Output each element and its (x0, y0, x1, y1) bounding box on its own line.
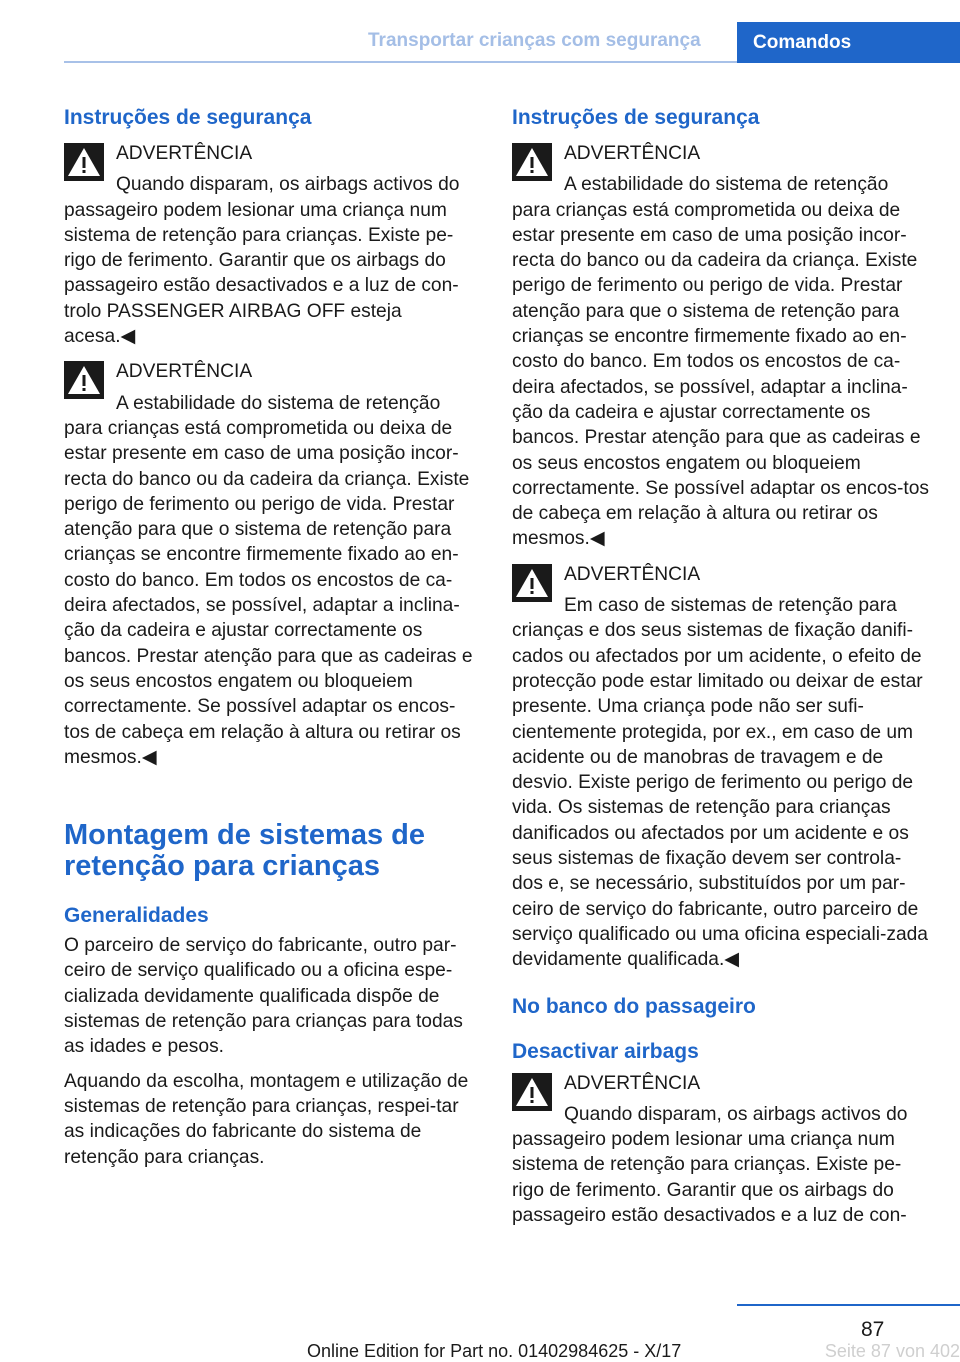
right-warning-2 (512, 562, 930, 973)
main-heading: Montagem de sistemas de retenção para crianças (64, 819, 425, 883)
warning-icon (64, 361, 104, 399)
footer-watermark: Seite 87 von 402 (824, 1341, 960, 1361)
right-safety-heading: Instruções de segurança (512, 106, 760, 129)
deactivate-airbags-heading: Desactivar airbags (512, 1039, 699, 1063)
general-paragraph-2: Aquando da escolha, montagem e utilização de sistemas de retenção para crianças, respei-tar as indicações do fabricante do sistema de retenção para crianças. (64, 1070, 469, 1168)
warning-body: crianças e dos seus sistemas de fixação danifi-cados ou afectados por um acidente, o efeito de protecção pode estar limitado ou deixar de estar presente. Uma criança pode não ser sufi-cientemente protegida, por ex., em caso de um acidente ou de manobras de travagem e de desvio. Existe perigo de ferimento ou perigo de vida. Os sistemas de retenção para crianças danificados ou afectados por um acidente e os seus sistemas de fixação devem ser controla-dos e, se necessário, substituídos por um par-ceiro de serviço do fabricante, outro parceiro de serviço qualificado ou uma oficina especiali-zada devidamente qualificada.◀ (512, 620, 928, 971)
general-paragraph-1: O parceiro de serviço do fabricante, outro par-ceiro de serviço qualificado ou a oficina espe-cializada devidamente qualificada dispõe de sistemas de retenção para crianças para todas as idades e pesos. (64, 935, 463, 1058)
warning-body: passageiro podem lesionar uma criança num sistema de retenção para crianças. Existe pe-rigo de ferimento. Garantir que os airbags do passageiro estão desactivados e a luz de con-trolo PASSENGER AIRBAG OFF esteja acesa.◀ (64, 199, 459, 348)
warning-label: ADVERTÊNCIA (116, 361, 253, 383)
left-column (64, 104, 478, 1179)
left-warning-2 (64, 359, 478, 770)
right-warning-3 (512, 1071, 930, 1229)
left-warning-1 (64, 141, 478, 349)
page-number: 87 (861, 1318, 885, 1341)
warning-label: ADVERTÊNCIA (116, 143, 253, 164)
warning-lead: A estabilidade do sistema de retenção (116, 392, 441, 414)
header-section-title: Transportar crianças com segurança (368, 30, 701, 51)
footer-edition: Online Edition for Part no. 01402984625 - X/17 (307, 1341, 682, 1361)
warning-label: ADVERTÊNCIA (564, 1072, 701, 1094)
header-tab-comandos[interactable]: Comandos (737, 22, 960, 63)
warning-label: ADVERTÊNCIA (564, 143, 701, 164)
warning-body: para crianças está comprometida ou deixa de estar presente em caso de uma posição incor-recta do banco ou da cadeira da criança. Existe perigo de ferimento ou perigo de vida. Prestar atenção para que o sistema de retenção para crianças se encontre firmemente fixado ao en-costo do banco. Em todos os encostos de ca-deira afectados, se possível, adaptar a inclina-ção da cadeira e ajustar correctamente os bancos. Prestar atenção para que as cadeiras e os seus encostos engatem ou bloqueiem correctamente. Se possível adaptar os encos-tos de cabeça em relação à altura ou retirar os mesmos.◀ (512, 199, 930, 550)
warning-lead: A estabilidade do sistema de retenção (564, 174, 889, 196)
warning-label: ADVERTÊNCIA (564, 563, 701, 585)
warning-body: para crianças está comprometida ou deixa de estar presente em caso de uma posição incor-recta do banco ou da cadeira da criança. Existe perigo de ferimento ou perigo de vida. Prestar atenção para que o sistema de retenção para crianças se encontre firmemente fixado ao en-costo do banco. Em todos os encostos de ca-deira afectados, se possível, adaptar a inclina-ção da cadeira e ajustar correctamente os bancos. Prestar atenção para que as cadeiras e os seus encostos engatem ou bloqueiem correctamente. Se possível adaptar os encos-tos de cabeça em relação à altura ou retirar os mesmos.◀ (64, 417, 473, 768)
warning-body: passageiro podem lesionar uma criança num sistema de retenção para crianças. Existe pe-rigo de ferimento. Garantir que os airbags do passageiro estão desactivados e a luz de con- (512, 1129, 907, 1226)
general-heading: Generalidades (64, 904, 209, 928)
warning-lead: Em caso de sistemas de retenção para (564, 595, 897, 617)
left-safety-heading: Instruções de segurança (64, 106, 312, 129)
warning-icon (512, 564, 552, 602)
warning-icon (512, 1073, 552, 1111)
warning-lead: Quando disparam, os airbags activos do (116, 174, 460, 196)
warning-icon (512, 143, 552, 181)
passenger-heading: No banco do passageiro (512, 994, 756, 1018)
warning-icon (64, 143, 104, 181)
warning-lead: Quando disparam, os airbags activos do (564, 1103, 908, 1125)
right-column (512, 104, 930, 1238)
footer-rule (737, 1304, 960, 1306)
right-warning-1 (512, 141, 930, 552)
